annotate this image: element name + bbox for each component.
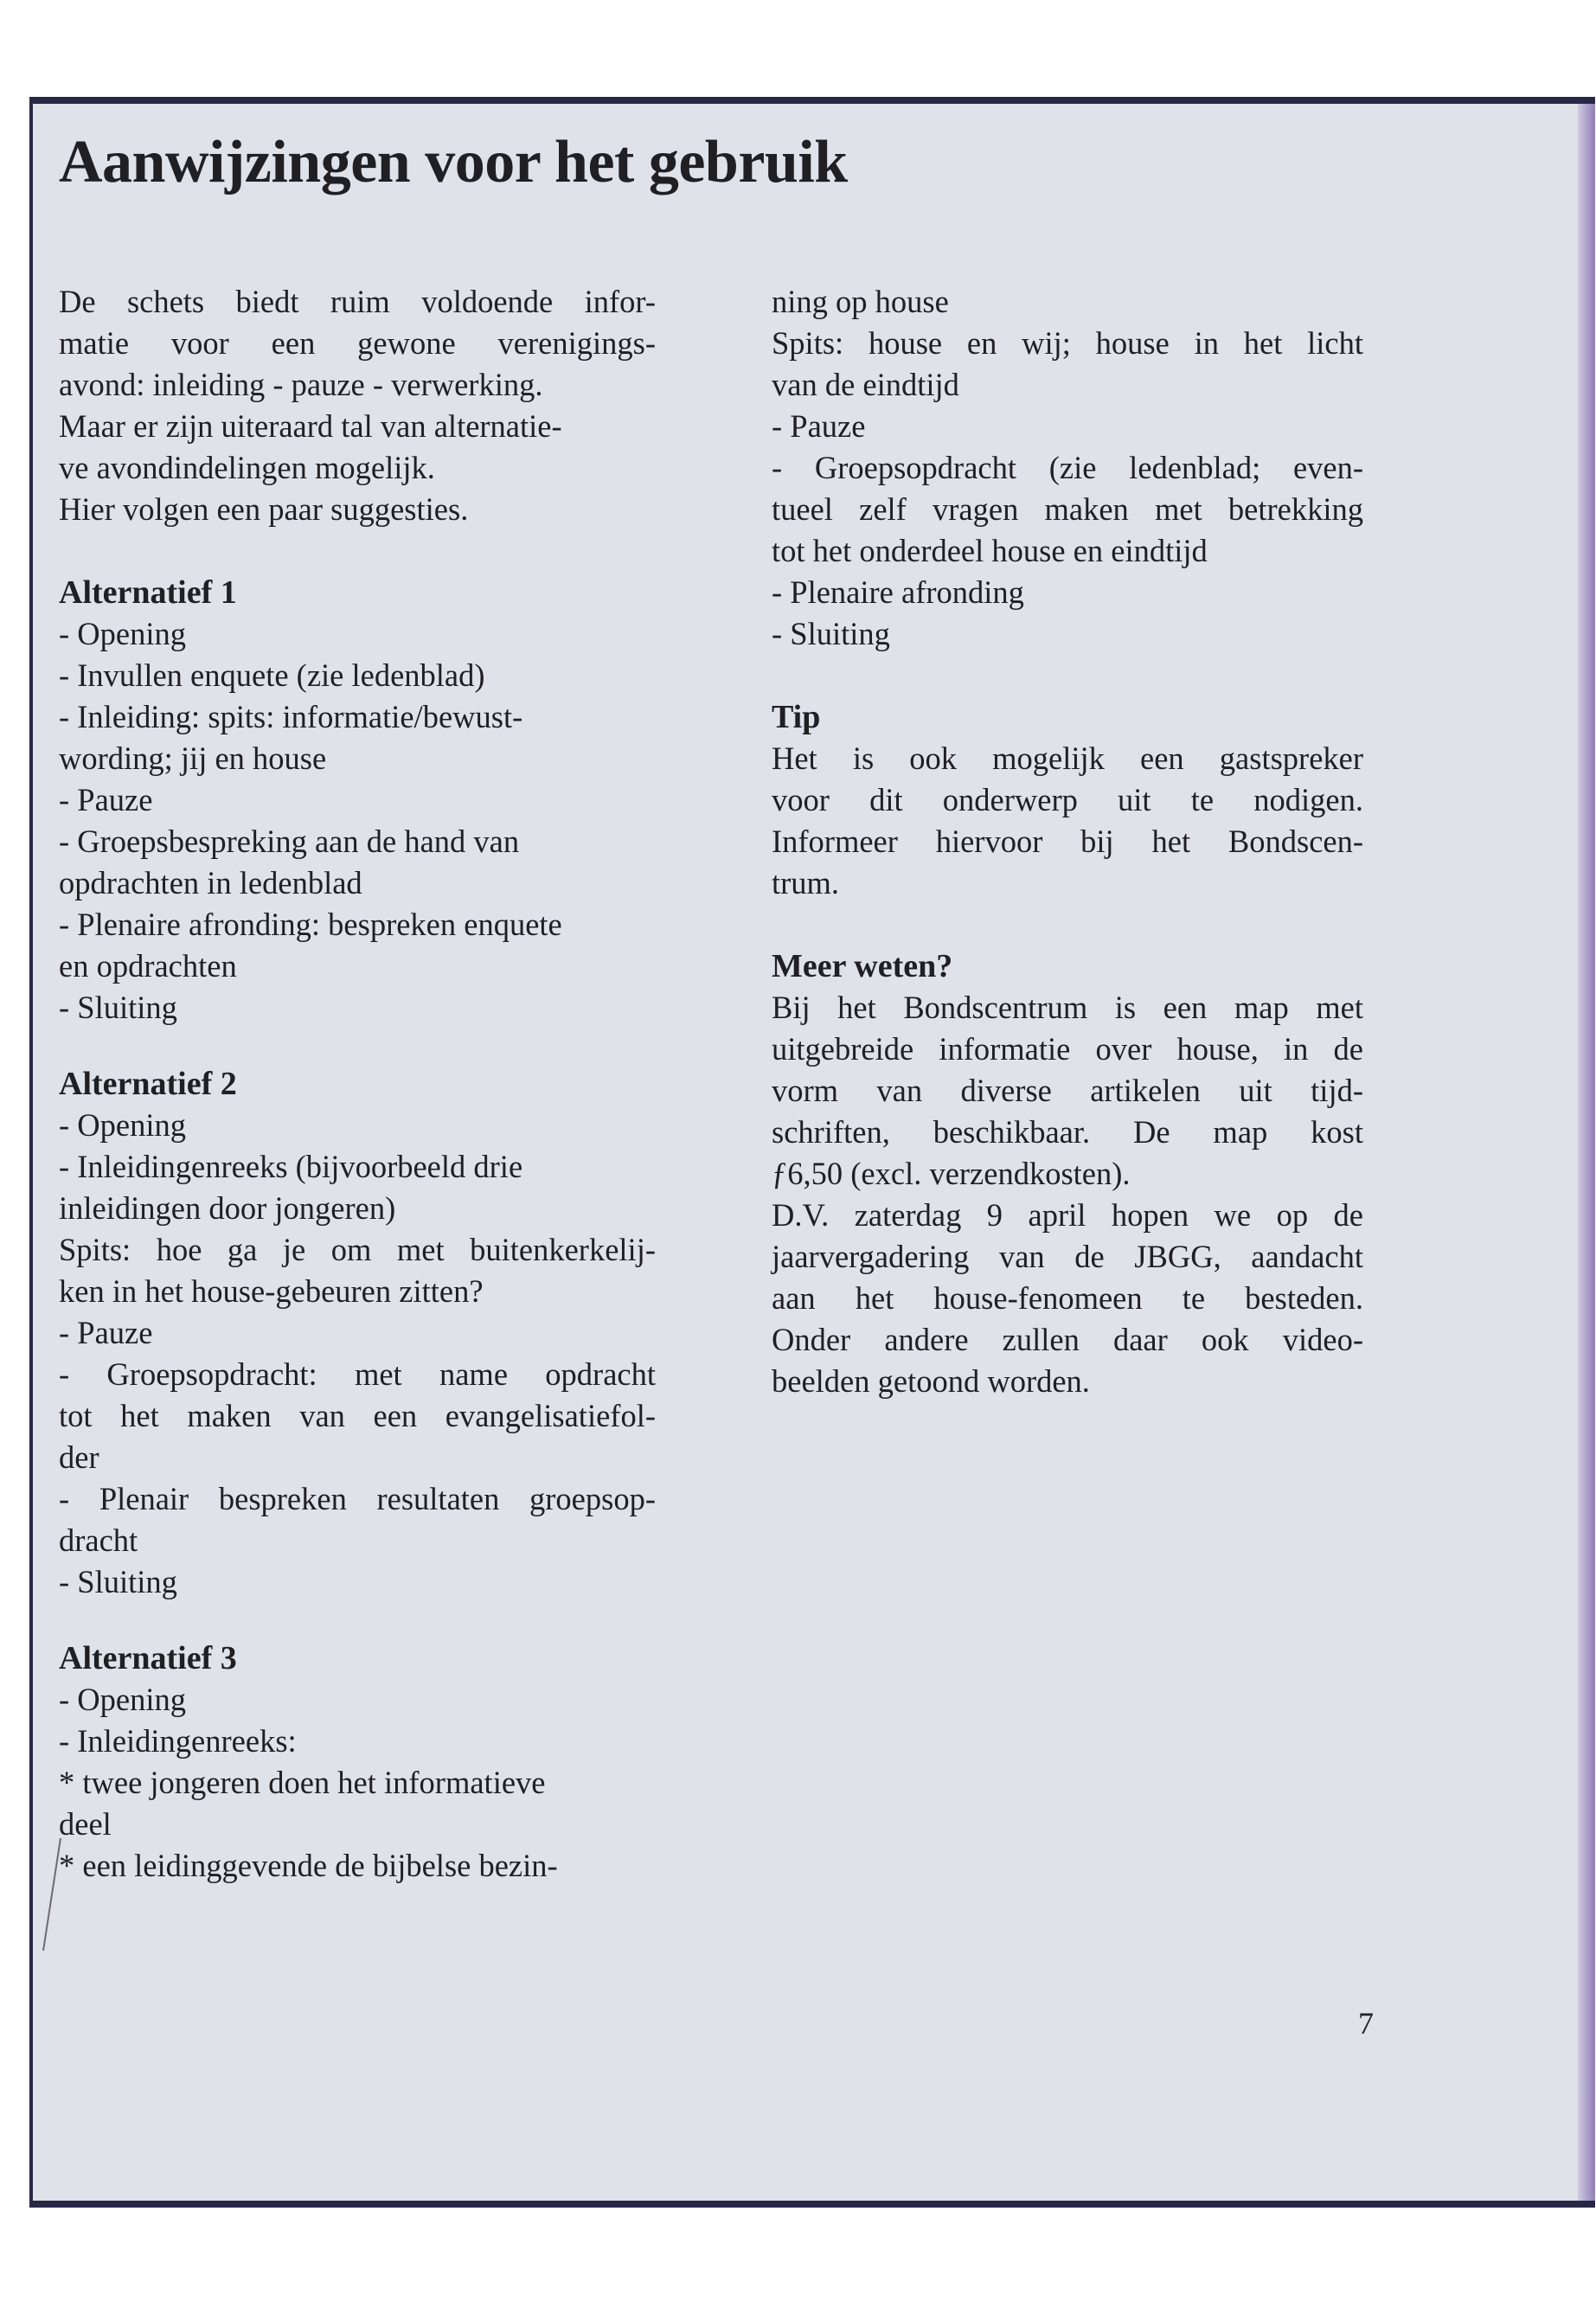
text-line: van de eindtijd [772, 367, 959, 402]
text-line: - Pauze [59, 782, 153, 817]
text-line: ning op house [772, 284, 949, 319]
text-line: - Opening [59, 1107, 186, 1143]
text-line: - Groepsopdracht (zie ledenblad; even- [772, 450, 1363, 485]
section-heading-alternatief-2: Alternatief 2 [59, 1066, 237, 1102]
text-line: matie voor een gewone verenigings- [59, 325, 656, 361]
continuation-list [772, 281, 1363, 655]
meer-weten-paragraph [772, 987, 1363, 1402]
section-heading-alternatief-1: Alternatief 1 [59, 574, 237, 611]
text-line: tot het onderdeel house en eindtijd [772, 533, 1208, 568]
text-line: - Opening [59, 1682, 186, 1717]
text-line: dracht [59, 1522, 138, 1558]
text-line: beelden getoond worden. [772, 1363, 1090, 1399]
tip-paragraph [772, 738, 1363, 904]
text-line: ve avondindelingen mogelijk. [59, 450, 435, 485]
text-line: * een leidinggevende de bijbelse bezin- [59, 1848, 558, 1883]
text-line: deel [59, 1806, 112, 1842]
alternatief-3-list [59, 1679, 656, 1887]
pencil-margin-mark [35, 1834, 69, 1955]
section-heading-alternatief-3: Alternatief 3 [59, 1640, 237, 1676]
text-line: - Sluiting [59, 1564, 177, 1599]
intro-paragraph [59, 281, 656, 530]
text-line: opdrachten in ledenblad [59, 865, 362, 901]
alternatief-1-list [59, 613, 656, 1029]
text-line: Spits: house en wij; house in het licht [772, 325, 1363, 361]
text-line: Maar er zijn uiteraard tal van alternatie- [59, 408, 562, 444]
text-line: - Inleiding: spits: informatie/bewust- [59, 699, 523, 734]
text-line: en opdrachten [59, 948, 237, 984]
page-edge-left [29, 104, 33, 2201]
text-line: Onder andere zullen daar ook video- [772, 1322, 1363, 1357]
text-line: uitgebreide informatie over house, in de [772, 1031, 1363, 1067]
text-line: jaarvergadering van de JBGG, aandacht [772, 1239, 1363, 1274]
alternatief-2-list [59, 1105, 656, 1603]
section-heading-tip: Tip [772, 699, 821, 735]
text-line: - Pauze [772, 408, 866, 444]
text-line: * twee jongeren doen het informatieve [59, 1765, 546, 1800]
text-line: tueel zelf vragen maken met betrekking [772, 491, 1363, 527]
text-line: aan het house-fenomeen te besteden. [772, 1280, 1363, 1316]
left-column [59, 281, 656, 1887]
text-line: Hier volgen een paar suggesties. [59, 491, 469, 527]
text-line: vorm van diverse artikelen uit tijd- [772, 1073, 1363, 1108]
text-line: ken in het house-gebeuren zitten? [59, 1273, 484, 1309]
text-line: - Invullen enquete (zie ledenblad) [59, 657, 485, 693]
text-line: - Opening [59, 616, 186, 651]
text-line: - Groepsbespreking aan de hand van [59, 824, 520, 859]
text-line: - Groepsopdracht: met name opdracht [59, 1356, 656, 1392]
text-line: tot het maken van een evangelisatiefol- [59, 1398, 656, 1433]
text-line: - Inleidingenreeks: [59, 1723, 297, 1759]
text-line: ƒ6,50 (excl. verzendkosten). [772, 1156, 1131, 1191]
text-line: - Inleidingenreeks (bijvoorbeeld drie [59, 1149, 523, 1184]
page-number: 7 [1358, 2006, 1374, 2041]
text-line: schriften, beschikbaar. De map kost [772, 1114, 1363, 1150]
text-line: trum. [772, 865, 840, 901]
right-column [772, 281, 1363, 1402]
text-line: D.V. zaterdag 9 april hopen we op de [772, 1197, 1363, 1233]
text-line: der [59, 1439, 99, 1475]
text-line: Spits: hoe ga je om met buitenkerkelij- [59, 1232, 656, 1267]
text-line: voor dit onderwerp uit te nodigen. [772, 782, 1363, 817]
text-line: Het is ook mogelijk een gastspreker [772, 740, 1363, 776]
text-line: wording; jij en house [59, 740, 327, 776]
text-line: De schets biedt ruim voldoende infor- [59, 284, 656, 319]
text-line: - Pauze [59, 1315, 153, 1350]
section-heading-meer-weten: Meer weten? [772, 948, 953, 984]
text-line: inleidingen door jongeren) [59, 1190, 396, 1226]
text-line: Bij het Bondscentrum is een map met [772, 990, 1363, 1025]
text-line: Informeer hiervoor bij het Bondscen- [772, 824, 1363, 859]
text-line: avond: inleiding - pauze - verwerking. [59, 367, 543, 402]
text-line: - Plenair bespreken resultaten groepsop- [59, 1481, 656, 1516]
text-line: - Sluiting [59, 990, 177, 1025]
text-line: - Sluiting [772, 616, 890, 651]
page-title: Aanwijzingen voor het gebruik [59, 129, 848, 195]
binding-edge [1578, 104, 1595, 2201]
text-line: - Plenaire afronding: bespreken enquete [59, 907, 562, 942]
text-line: - Plenaire afronding [772, 574, 1024, 610]
